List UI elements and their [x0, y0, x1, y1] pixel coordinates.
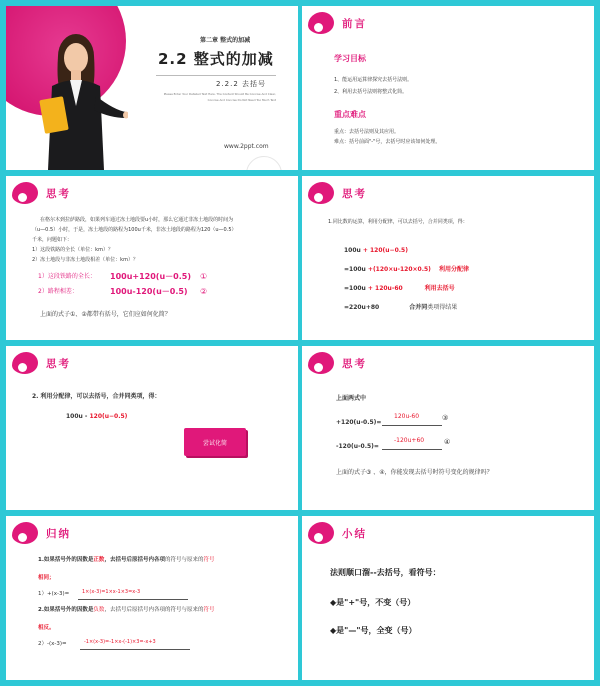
equation-1-left: +120(u-0.5)= [336, 419, 382, 426]
rule-2 [38, 606, 214, 616]
pattern-question: 上面的式子③ 、④，你能发现去括号时符号变化的规律吗？ [336, 469, 493, 476]
intro-text: 上面两式中 [336, 395, 367, 402]
equation-2-number: ④ [444, 438, 451, 446]
header-title: 思考 [342, 357, 367, 370]
goal-1: 1、能运用运算律探究去括号法则。 [334, 77, 413, 83]
circle-outline-decoration [246, 156, 282, 170]
chapter-label: 第二章 整式的加减 [200, 37, 251, 44]
example-1-label: 1）+(x-3)= [38, 591, 70, 597]
equation-1-underline [382, 425, 442, 426]
slide-header [12, 522, 71, 544]
example-2-label: 2）-(x-3)= [38, 641, 67, 647]
problem-line-2: （u—0.5）小时，于是，冻土地段的路程为100u千米，非冻土地段的路程为120（u—0.5） [32, 227, 237, 233]
slide-header [308, 12, 367, 34]
slide-summary-rules[interactable] [6, 516, 298, 680]
slide-think-3[interactable] [6, 346, 298, 510]
step-1 [344, 246, 408, 257]
simplify-question: 上面的式子①、②都带有括号，它们应如何化简？ [40, 311, 171, 318]
rule-2-d: 符号 [203, 607, 215, 613]
header-title: 思考 [46, 187, 71, 200]
header-title: 思考 [342, 187, 367, 200]
slide-header [308, 182, 367, 204]
try-simplify-button[interactable]: 尝试化简 [184, 428, 246, 456]
slide-think-1[interactable] [6, 176, 298, 340]
step-1-red: + 120(u−0.5) [360, 247, 408, 254]
slide-main-title: 2.2 整式的加减 [158, 50, 274, 68]
problem-line-3: 千米，问题如下： [32, 237, 73, 243]
step-3-note: 利用去括号 [424, 285, 455, 292]
equation-2-answer: -120u+60 [394, 437, 425, 444]
rule-2-a: 2.如果括号外的因数是 [38, 607, 94, 613]
step-4-black: =220u+80 [344, 304, 380, 311]
header-blob-icon [308, 182, 334, 204]
slide-header [308, 352, 367, 374]
tagline-line2: Concise And Concise Do Not Need Too Much Text [207, 98, 276, 102]
equation-2-left: -120(u-0.5)= [336, 443, 379, 450]
intro-text: 2. 利用分配律，可以去括号，合并同类项，得： [32, 393, 161, 400]
header-title: 前言 [342, 17, 367, 30]
header-blob-icon [308, 352, 334, 374]
learning-goals-title: 学习目标 [334, 54, 366, 63]
step-2-red: +(120×u-120×0.5) [365, 266, 431, 273]
step-4-note-rest: 类项得结果 [427, 304, 458, 311]
answer-2-expression: 100u-120(u－0.5) [110, 287, 188, 296]
step-2 [344, 265, 469, 276]
subtitle: 2.2.2 去括号 [216, 80, 267, 88]
rule-1-end: 相同； [38, 575, 55, 581]
rule-1-d: 的符号与原来的 [164, 557, 204, 563]
expression-red: 120(u−0.5) [89, 413, 128, 420]
tagline-line1: Please Enter Your Detailed Text Here. The Content Should Be Concise And Clear, [163, 92, 276, 96]
expression [66, 412, 127, 423]
rule-1-a: 1.如果括号外的因数是 [38, 557, 94, 563]
rule-1-e: 符号 [203, 557, 215, 563]
rule-2-end: 相反。 [38, 625, 55, 631]
answer-2-label: 2）路程相差： [38, 288, 78, 295]
header-title: 归纳 [46, 527, 71, 540]
website-link[interactable]: www.2ppt.com [224, 143, 269, 150]
slide-preface[interactable] [302, 6, 594, 170]
intro-text: 1.同比数的运算，利用分配律，可以去括号，合并同类项，得： [328, 219, 468, 225]
step-2-black: =100u [344, 266, 366, 273]
slide-header [308, 522, 367, 544]
difficult-point: 难点：括号前面"-"号，去括号时应该如何处理。 [334, 139, 441, 145]
mnemonic-title: 法则顺口溜--去括号，看符号： [330, 568, 441, 577]
slide-header [12, 352, 71, 374]
rule-2-b: 负数 [93, 607, 105, 613]
slide-title[interactable] [6, 6, 298, 170]
question-2: 2）冻土地段与非冻土地段相差（单位：km）？ [32, 257, 138, 263]
header-blob-icon [308, 522, 334, 544]
example-2-underline [80, 649, 190, 650]
equation-2-underline [382, 449, 442, 450]
equation-1-number: ③ [442, 414, 449, 422]
rule-1-c: ，去括号后原括号内各项 [104, 557, 165, 563]
answer-2-number: ② [200, 287, 208, 296]
answer-1-label: 1）这段铁路的全长： [38, 273, 96, 280]
minus-sign-rule: ◆是"—"号，全变（号） [330, 626, 417, 635]
expression-black: 100u - [66, 413, 90, 420]
goal-2: 2、利用去括号法则将整式化简。 [334, 89, 408, 95]
step-1-black: 100u [344, 247, 361, 254]
example-1-answer: 1×(x-3)=1×x-1×3=x-3 [82, 589, 141, 595]
header-blob-icon [308, 12, 334, 34]
answer-1-number: ① [200, 272, 208, 281]
step-2-note: 利用分配律 [438, 266, 469, 273]
rule-2-c: ，去括号后原括号内各项的符号与原来的 [104, 607, 204, 613]
key-points-title: 重点难点 [334, 110, 366, 119]
plus-sign-rule: ◆是"+"号，不变（号） [330, 598, 416, 607]
slide-conclusion[interactable] [302, 516, 594, 680]
step-3-red: + 120u-60 [365, 285, 403, 292]
header-blob-icon [12, 522, 38, 544]
slide-think-2[interactable] [302, 176, 594, 340]
answer-1-expression: 100u+120(u－0.5) [110, 272, 191, 281]
businesswoman-illustration [38, 26, 128, 170]
example-2-answer: -1×(x-3)=-1×x-(-1)×3=-x+3 [84, 639, 156, 645]
rule-1 [38, 556, 214, 566]
title-divider [156, 75, 276, 76]
example-1-underline [78, 599, 188, 600]
problem-line-1: 在格尔木到拉萨路段，如果列车通过冻土地段要u小时，那么它通过非冻土地段的时间为 [40, 217, 234, 223]
step-3-black: =100u [344, 285, 366, 292]
slide-header [12, 182, 71, 204]
header-title: 小结 [342, 527, 367, 540]
header-blob-icon [12, 182, 38, 204]
header-blob-icon [12, 352, 38, 374]
question-1: 1）这段铁路的全长（单位：km）？ [32, 247, 113, 253]
header-title: 思考 [46, 357, 71, 370]
step-4 [344, 303, 457, 314]
step-4-note-bold: 合并同 [409, 304, 428, 311]
slide-think-4[interactable] [302, 346, 594, 510]
step-3 [344, 284, 455, 295]
key-point: 重点：去括号法则及其应用。 [334, 129, 400, 135]
equation-1-answer: 120u-60 [394, 413, 420, 420]
rule-1-b: 正数 [93, 557, 105, 563]
